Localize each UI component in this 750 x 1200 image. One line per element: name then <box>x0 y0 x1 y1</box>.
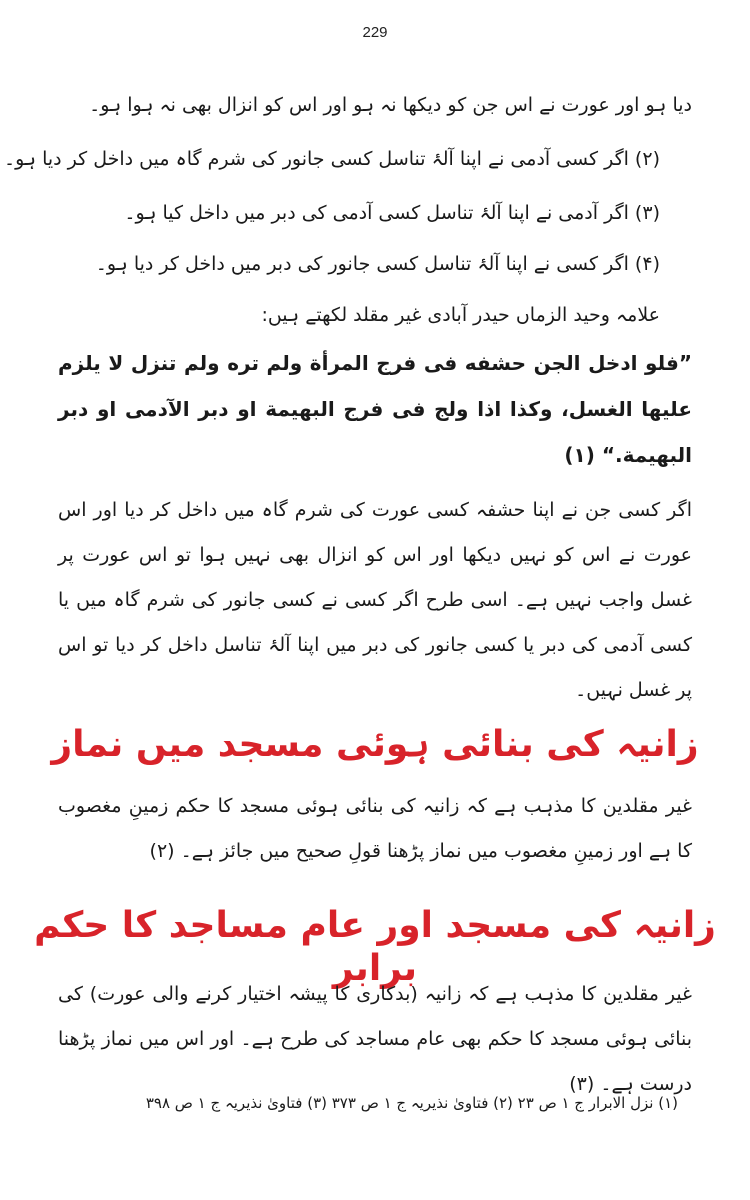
arabic-quote: ”فلو ادخل الجن حشفه فى فرج المرأة ولم تره ولم تنزل لا يلزم عليها الغسل، وكذا اذا ولج فى فرج البهيمة او دبر الآدمى او دبر البهيمة.“ (۱) <box>58 351 692 467</box>
section-body-mosque-prayer: غیر مقلدین کا مذہب ہے کہ زانیہ کی بنائی ہوئی مسجد کا حکم زمینِ مغصوب کا ہے اور زمینِ مغصوب میں نماز پڑھنا قولِ صحیح میں جائز ہے۔ (۲) <box>58 795 692 862</box>
footnote: (۱) نزل الابرار ج ۱ ص ۲۳ (۲) فتاویٰ نذیریہ ج ۱ ص ۳۷۳ (۳) فتاویٰ نذیریہ ج ۱ ص ۳۹۸ <box>145 1094 678 1112</box>
section-body-mosque-equality: غیر مقلدین کا مذہب ہے کہ زانیہ (بدکاری کا پیشہ اختیار کرنے والی عورت) کی بنائی ہوئی مسجد کا حکم بھی عام مساجد کی طرح ہے۔ اور اس میں نماز پڑھنا درست ہے۔ (۳) <box>58 983 692 1095</box>
case-2: (۲) اگر کسی آدمی نے اپنا آلۂ تناسل کسی جانور کی شرم گاہ میں داخل کر دیا ہو۔ <box>3 148 660 170</box>
section-heading-mosque-prayer: زانیہ کی بنائی ہوئی مسجد میں نماز <box>51 724 699 765</box>
case-3: (۳) اگر آدمی نے اپنا آلۂ تناسل کسی آدمی کی دبر میں داخل کیا ہو۔ <box>124 202 660 224</box>
case-4: (۴) اگر کسی نے اپنا آلۂ تناسل کسی جانور کی دبر میں داخل کر دیا ہو۔ <box>95 253 660 275</box>
intro-line: دیا ہو اور عورت نے اس جن کو دیکھا نہ ہو اور اس کو انزال بھی نہ ہوا ہو۔ <box>89 94 692 116</box>
scholar-line: علامہ وحید الزماں حیدر آبادی غیر مقلد لکھتے ہیں: <box>261 304 660 326</box>
translation-paragraph: اگر کسی جن نے اپنا حشفہ کسی عورت کی شرم گاہ میں داخل کر دیا اور اس عورت نے اس کو نہیں دیکھا اور اس کو انزال بھی نہیں ہوا تو اس عورت پر غسل واجب نہیں ہے۔ اسی طرح اگر کسی نے کسی جانور کی شرم گاہ میں یا کسی آدمی کی دبر یا کسی جانور کی دبر میں اپنا آلۂ تناسل داخل کر دیا تو اس پر غسل نہیں۔ <box>58 499 692 701</box>
section-heading-mosque-equality: زانیہ کی مسجد اور عام مساجد کا حکم برابر <box>34 905 716 990</box>
page-number: 229 <box>362 24 388 41</box>
